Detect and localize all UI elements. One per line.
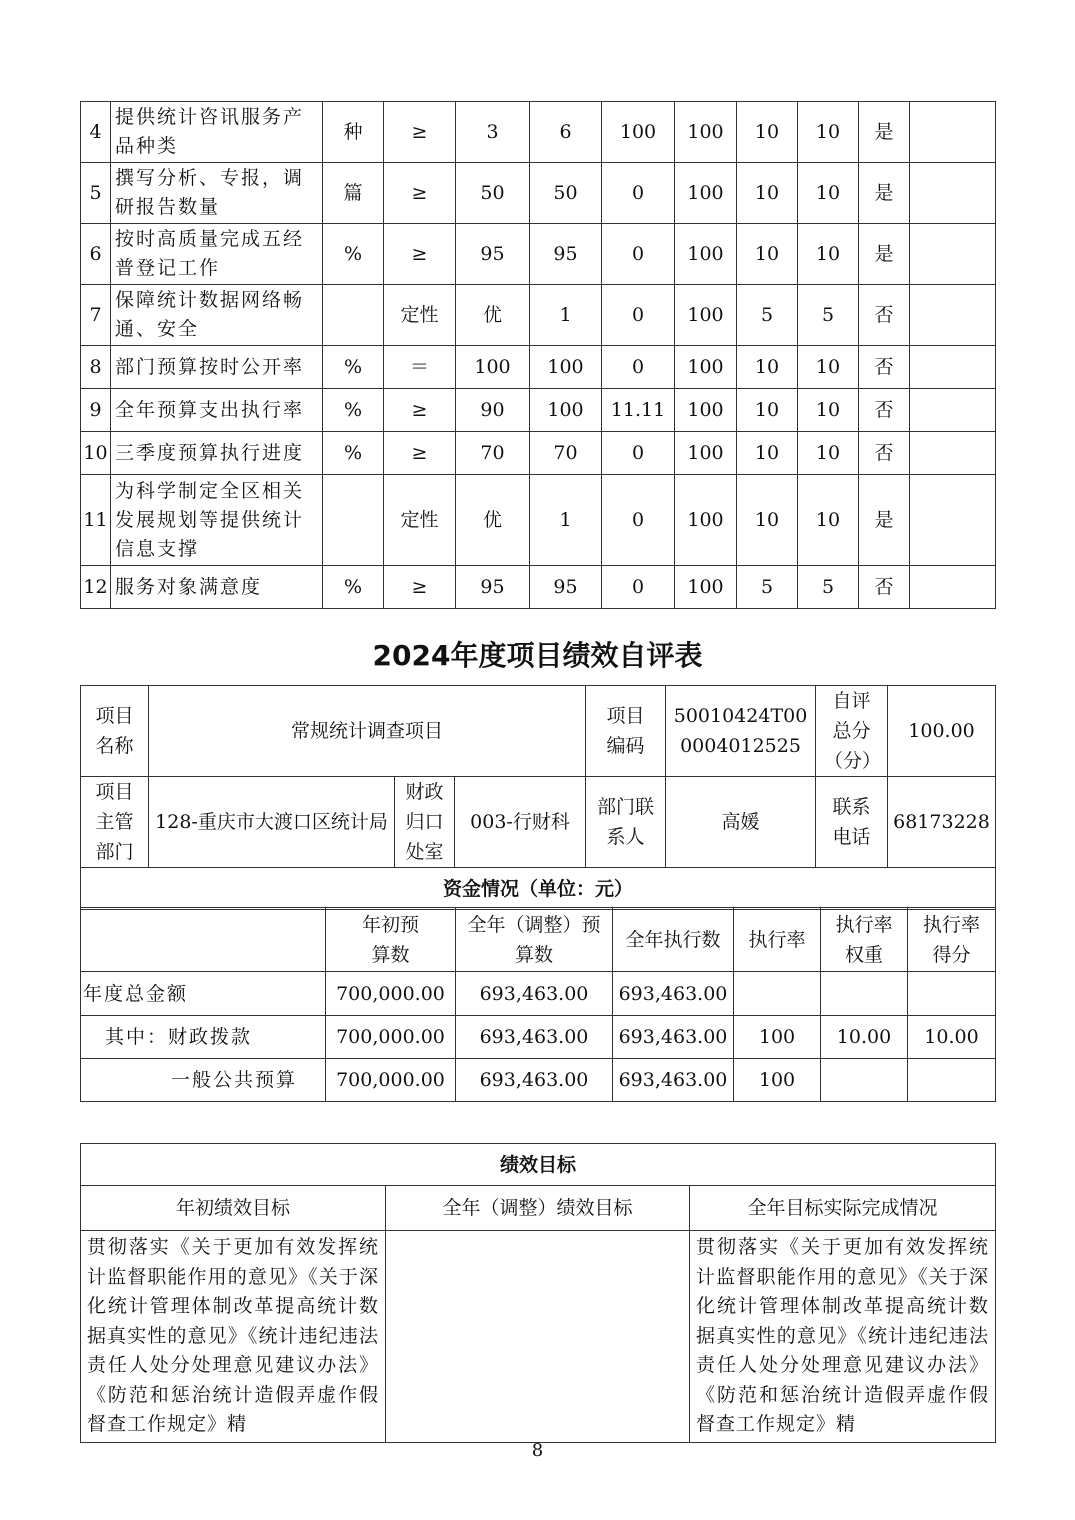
indicator-target: 优 (456, 475, 530, 566)
finance-label: 财政归口处室 (395, 777, 455, 868)
indicator-weight: 10 (737, 163, 798, 224)
indicator-score: 10 (798, 475, 859, 566)
indicator-rate: 100 (675, 566, 737, 609)
funds-rate (734, 972, 821, 1016)
project-name-label: 项目名称 (81, 686, 149, 777)
indicator-row (81, 346, 996, 389)
indicator-row (81, 285, 996, 346)
indicator-unit: % (323, 566, 384, 609)
funds-label: 其中：财政拨款 (81, 1016, 326, 1059)
indicator-score: 10 (798, 224, 859, 285)
indicator-note (910, 163, 996, 224)
indicator-no: 10 (81, 432, 111, 475)
indicator-note (910, 346, 996, 389)
indicator-unit (323, 475, 384, 566)
indicator-score: 10 (798, 432, 859, 475)
indicator-no: 5 (81, 163, 111, 224)
indicator-op: 定性 (384, 475, 456, 566)
funds-score (908, 972, 996, 1016)
project-code-label: 项目编码 (586, 686, 666, 777)
goals-initial-text: 贯彻落实《关于更加有效发挥统计监督职能作用的意见》《关于深化统计管理体制改革提高统计数据真实性的意见》《统计违纪违法责任人处分处理意见建议办法》《防范和惩治统计造假弄虚作假督查工作规定》精 (87, 1236, 379, 1435)
indicator-core: 是 (859, 102, 910, 163)
contact-label: 部门联系人 (586, 777, 666, 868)
funds-header-weight: 执行率权重 (821, 908, 908, 972)
indicator-no: 12 (81, 566, 111, 609)
funds-executed: 693,463.00 (613, 1059, 734, 1102)
indicator-rate: 100 (675, 285, 737, 346)
indicator-op: ≥ (384, 163, 456, 224)
funds-header-blank (81, 908, 326, 972)
indicator-note (910, 224, 996, 285)
indicator-core: 否 (859, 389, 910, 432)
indicator-core: 是 (859, 163, 910, 224)
funds-header-score: 执行率得分 (908, 908, 996, 972)
indicator-note (910, 566, 996, 609)
goals-header-actual: 全年目标实际完成情况 (690, 1186, 996, 1231)
indicator-note (910, 432, 996, 475)
self-score: 100.00 (888, 686, 996, 777)
funds-rate: 100 (734, 1016, 821, 1059)
indicator-name: 为科学制定全区相关发展规划等提供统计信息支撑 (111, 475, 323, 566)
indicator-rate: 100 (675, 346, 737, 389)
indicator-core: 否 (859, 432, 910, 475)
goals-header-initial: 年初绩效目标 (81, 1186, 386, 1231)
indicator-op: ≥ (384, 566, 456, 609)
funds-header-executed: 全年执行数 (613, 908, 734, 972)
indicator-op: ≥ (384, 224, 456, 285)
dept: 128-重庆市大渡口区统计局 (149, 777, 395, 868)
indicator-row (81, 432, 996, 475)
indicator-unit: 篇 (323, 163, 384, 224)
funds-rate: 100 (734, 1059, 821, 1102)
funds-initial: 700,000.00 (326, 972, 456, 1016)
funds-table (80, 907, 996, 1102)
funds-score (908, 1059, 996, 1102)
funds-header-adjusted: 全年（调整）预算数 (456, 908, 613, 972)
funds-initial: 700,000.00 (326, 1016, 456, 1059)
indicator-name: 提供统计咨讯服务产品种类 (111, 102, 323, 163)
indicator-no: 8 (81, 346, 111, 389)
indicator-rate: 100 (675, 389, 737, 432)
indicator-row (81, 475, 996, 566)
indicator-actual: 1 (530, 285, 602, 346)
indicator-score: 10 (798, 102, 859, 163)
funds-row (81, 1016, 996, 1059)
indicator-note (910, 475, 996, 566)
dept-label: 项目主管部门 (81, 777, 149, 868)
indicator-unit: % (323, 389, 384, 432)
funds-label: 一般公共预算 (81, 1059, 326, 1102)
indicator-core: 否 (859, 566, 910, 609)
funds-header-rate: 执行率 (734, 908, 821, 972)
contact: 高媛 (666, 777, 816, 868)
indicator-deviation: 0 (602, 346, 675, 389)
page-number: 8 (531, 1440, 544, 1461)
indicator-actual: 50 (530, 163, 602, 224)
indicator-no: 6 (81, 224, 111, 285)
project-code: 50010424T000004012525 (666, 686, 816, 777)
indicator-deviation: 100 (602, 102, 675, 163)
indicator-op: ＝ (384, 346, 456, 389)
indicator-target: 3 (456, 102, 530, 163)
indicator-rate: 100 (675, 224, 737, 285)
indicator-weight: 10 (737, 389, 798, 432)
goals-section-title: 绩效目标 (81, 1144, 996, 1186)
indicator-weight: 5 (737, 566, 798, 609)
funds-section-title: 资金情况（单位：元） (81, 868, 996, 910)
indicator-weight: 10 (737, 475, 798, 566)
indicator-unit: 种 (323, 102, 384, 163)
finance: 003-行财科 (455, 777, 586, 868)
indicator-rate: 100 (675, 163, 737, 224)
funds-row (81, 972, 996, 1016)
indicator-deviation: 0 (602, 475, 675, 566)
phone: 68173228 (888, 777, 996, 868)
indicator-actual: 70 (530, 432, 602, 475)
indicator-target: 90 (456, 389, 530, 432)
indicator-name: 按时高质量完成五经普登记工作 (111, 224, 323, 285)
indicator-name: 保障统计数据网络畅通、安全 (111, 285, 323, 346)
indicator-no: 4 (81, 102, 111, 163)
indicator-row (81, 102, 996, 163)
funds-row (81, 1059, 996, 1102)
indicator-actual: 6 (530, 102, 602, 163)
goals-actual-cell (690, 1231, 996, 1443)
goals-table (80, 1143, 996, 1443)
indicator-target: 70 (456, 432, 530, 475)
indicator-rate: 100 (675, 432, 737, 475)
indicator-core: 否 (859, 346, 910, 389)
indicator-deviation: 0 (602, 432, 675, 475)
indicator-note (910, 102, 996, 163)
funds-weight (821, 1059, 908, 1102)
indicator-op: 定性 (384, 285, 456, 346)
indicator-score: 10 (798, 346, 859, 389)
indicator-name: 服务对象满意度 (111, 566, 323, 609)
funds-initial: 700,000.00 (326, 1059, 456, 1102)
indicator-name: 全年预算支出执行率 (111, 389, 323, 432)
indicator-actual: 1 (530, 475, 602, 566)
indicator-op: ≥ (384, 432, 456, 475)
form-title: 2024年度项目绩效自评表 (372, 639, 703, 672)
goals-adjusted-text (386, 1231, 689, 1235)
indicator-unit: % (323, 432, 384, 475)
goals-adjusted-cell (386, 1231, 690, 1443)
indicator-actual: 100 (530, 346, 602, 389)
indicator-rate: 100 (675, 475, 737, 566)
project-name: 常规统计调查项目 (149, 686, 586, 777)
indicator-name: 部门预算按时公开率 (111, 346, 323, 389)
indicator-no: 9 (81, 389, 111, 432)
indicator-deviation: 0 (602, 285, 675, 346)
indicator-actual: 100 (530, 389, 602, 432)
funds-header-initial: 年初预算数 (326, 908, 456, 972)
indicator-score: 5 (798, 285, 859, 346)
indicator-target: 95 (456, 566, 530, 609)
indicator-table (80, 101, 996, 609)
indicator-core: 否 (859, 285, 910, 346)
indicator-note (910, 389, 996, 432)
funds-adjusted: 693,463.00 (456, 1059, 613, 1102)
indicator-score: 10 (798, 389, 859, 432)
indicator-weight: 5 (737, 285, 798, 346)
indicator-rate: 100 (675, 102, 737, 163)
funds-adjusted: 693,463.00 (456, 1016, 613, 1059)
phone-label: 联系电话 (816, 777, 888, 868)
funds-weight (821, 972, 908, 1016)
indicator-weight: 10 (737, 432, 798, 475)
funds-score: 10.00 (908, 1016, 996, 1059)
indicator-target: 95 (456, 224, 530, 285)
indicator-deviation: 0 (602, 224, 675, 285)
self-score-label: 自评总分（分） (816, 686, 888, 777)
indicator-op: ≥ (384, 102, 456, 163)
indicator-deviation: 0 (602, 163, 675, 224)
indicator-target: 100 (456, 346, 530, 389)
funds-executed: 693,463.00 (613, 972, 734, 1016)
indicator-target: 50 (456, 163, 530, 224)
indicator-row (81, 566, 996, 609)
indicator-op: ≥ (384, 389, 456, 432)
indicator-no: 11 (81, 475, 111, 566)
indicator-score: 5 (798, 566, 859, 609)
indicator-unit: % (323, 346, 384, 389)
project-info-table (80, 685, 996, 910)
indicator-actual: 95 (530, 566, 602, 609)
indicator-core: 是 (859, 475, 910, 566)
indicator-actual: 95 (530, 224, 602, 285)
goals-actual-text: 贯彻落实《关于更加有效发挥统计监督职能作用的意见》《关于深化统计管理体制改革提高统计数据真实性的意见》《统计违纪违法责任人处分处理意见建议办法》《防范和惩治统计造假弄虚作假督查工作规定》精 (696, 1236, 989, 1435)
goals-initial-cell (81, 1231, 386, 1443)
indicator-row (81, 224, 996, 285)
indicator-weight: 10 (737, 102, 798, 163)
indicator-unit: % (323, 224, 384, 285)
indicator-target: 优 (456, 285, 530, 346)
indicator-core: 是 (859, 224, 910, 285)
indicator-deviation: 11.11 (602, 389, 675, 432)
indicator-name: 撰写分析、专报，调研报告数量 (111, 163, 323, 224)
indicator-row (81, 389, 996, 432)
indicator-name: 三季度预算执行进度 (111, 432, 323, 475)
indicator-score: 10 (798, 163, 859, 224)
funds-label: 年度总金额 (81, 972, 326, 1016)
funds-weight: 10.00 (821, 1016, 908, 1059)
indicator-deviation: 0 (602, 566, 675, 609)
goals-header-adjusted: 全年（调整）绩效目标 (386, 1186, 690, 1231)
indicator-note (910, 285, 996, 346)
indicator-unit (323, 285, 384, 346)
indicator-row (81, 163, 996, 224)
funds-adjusted: 693,463.00 (456, 972, 613, 1016)
indicator-no: 7 (81, 285, 111, 346)
indicator-weight: 10 (737, 224, 798, 285)
funds-executed: 693,463.00 (613, 1016, 734, 1059)
indicator-weight: 10 (737, 346, 798, 389)
